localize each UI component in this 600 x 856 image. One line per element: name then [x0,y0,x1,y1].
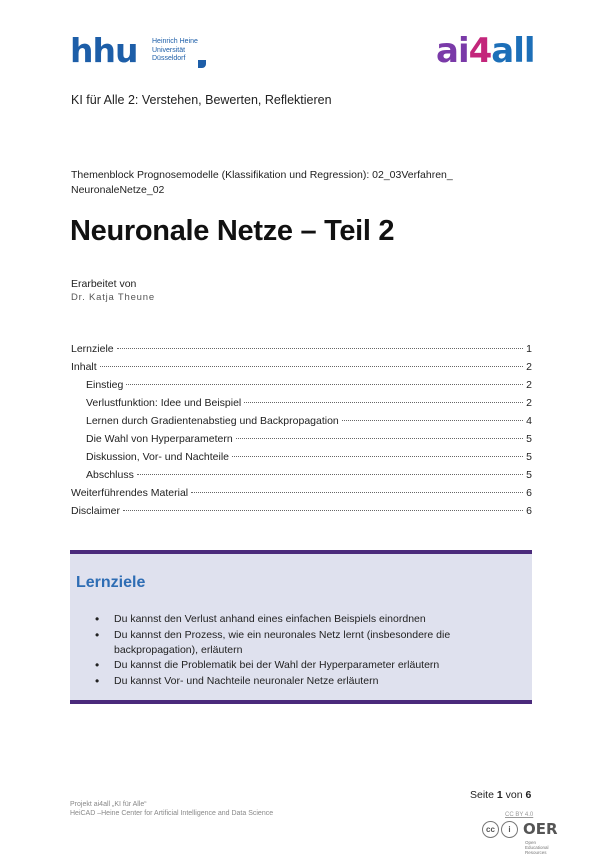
toc-entry-label: Verlustfunktion: Idee und Beispiel [86,397,242,409]
learning-goals-title: Lernziele [76,574,146,591]
toc-leader-dots [137,474,523,475]
toc-entry[interactable] [71,415,532,433]
toc-entry-label: Lernen durch Gradientenabstieg und Backpropagation [86,415,339,427]
learning-goals-list [92,612,512,689]
cc-icon: cc [482,821,499,838]
toc-entry-page: 4 [526,415,532,427]
toc-leader-dots [244,402,523,403]
learning-goal-item: • Du kannst Vor- und Nachteile neuronaler Netze erläutern [92,674,512,689]
toc-leader-dots [117,348,524,349]
table-of-contents [71,343,532,523]
toc-entry[interactable] [71,397,532,415]
toc-entry-label: Diskussion, Vor- und Nachteile [86,451,229,463]
learning-goal-item: • Du kannst den Verlust anhand eines einfachen Beispiels einordnen [92,612,512,627]
toc-entry-label: Einstieg [86,379,124,391]
author-name: Dr. Katja Theune [71,292,155,303]
toc-leader-dots [191,492,523,493]
toc-leader-dots [236,438,523,439]
learning-goals-box [70,550,532,704]
ai4all-logo: ai4all [436,31,535,71]
toc-entry[interactable] [71,361,532,379]
toc-entry[interactable] [71,505,532,523]
toc-entry-label: Lernziele [71,343,114,355]
learning-goal-item: • Du kannst den Prozess, wie ein neuronales Netz lernt (insbesondere die backpropagation), erläutern [92,628,512,658]
toc-entry-label: Die Wahl von Hyperparametern [86,433,233,445]
page-number: Seite 1 von 6 [470,789,532,801]
course-title: KI für Alle 2: Verstehen, Bewerten, Reflektieren [71,93,332,107]
toc-entry-page: 6 [526,505,532,517]
toc-entry[interactable] [71,343,532,361]
block-title: Themenblock Prognosemodelle (Klassifikation und Regression): 02_03Verfahren_ NeuronaleNetze_02 [71,169,453,196]
toc-entry[interactable] [71,379,532,397]
hhu-university-name: Heinrich Heine Universität Düsseldorf [152,38,198,62]
oer-logo: OER Open Educational Resources [523,820,558,855]
toc-entry-label: Abschluss [86,469,134,481]
toc-entry-page: 6 [526,487,532,499]
learning-goal-item: • Du kannst die Problematik bei der Wahl der Hyperparameter erläutern [92,658,512,673]
hhu-logo [70,33,210,73]
hhu-mark: hhu [70,31,138,70]
toc-leader-dots [342,420,523,421]
toc-entry-page: 5 [526,451,532,463]
toc-entry-page: 5 [526,433,532,445]
toc-entry-label: Weiterführendes Material [71,487,189,499]
toc-entry-page: 2 [526,379,532,391]
toc-leader-dots [100,366,523,367]
toc-entry[interactable] [71,451,532,469]
toc-leader-dots [126,384,523,385]
toc-entry-page: 1 [526,343,532,355]
attribution-icon: i [501,821,518,838]
toc-entry-page: 5 [526,469,532,481]
author-label: Erarbeitet von [71,278,137,290]
license-link[interactable]: CC BY 4.0 [505,812,534,818]
toc-entry-label: Inhalt [71,361,97,373]
toc-leader-dots [232,456,523,457]
toc-entry[interactable] [71,469,532,487]
creative-commons-icon [482,821,522,839]
toc-entry[interactable] [71,433,532,451]
toc-entry-page: 2 [526,361,532,373]
toc-entry-label: Disclaimer [71,505,121,517]
toc-entry[interactable] [71,487,532,505]
toc-entry-page: 2 [526,397,532,409]
toc-leader-dots [123,510,523,511]
page-title: Neuronale Netze – Teil 2 [70,215,395,247]
footer-project-info: Projekt ai4all „KI für Alle“ HeiCAD –Heine Center for Artificial Intelligence and Data Science [70,801,274,817]
hhu-square-mark [198,60,206,68]
